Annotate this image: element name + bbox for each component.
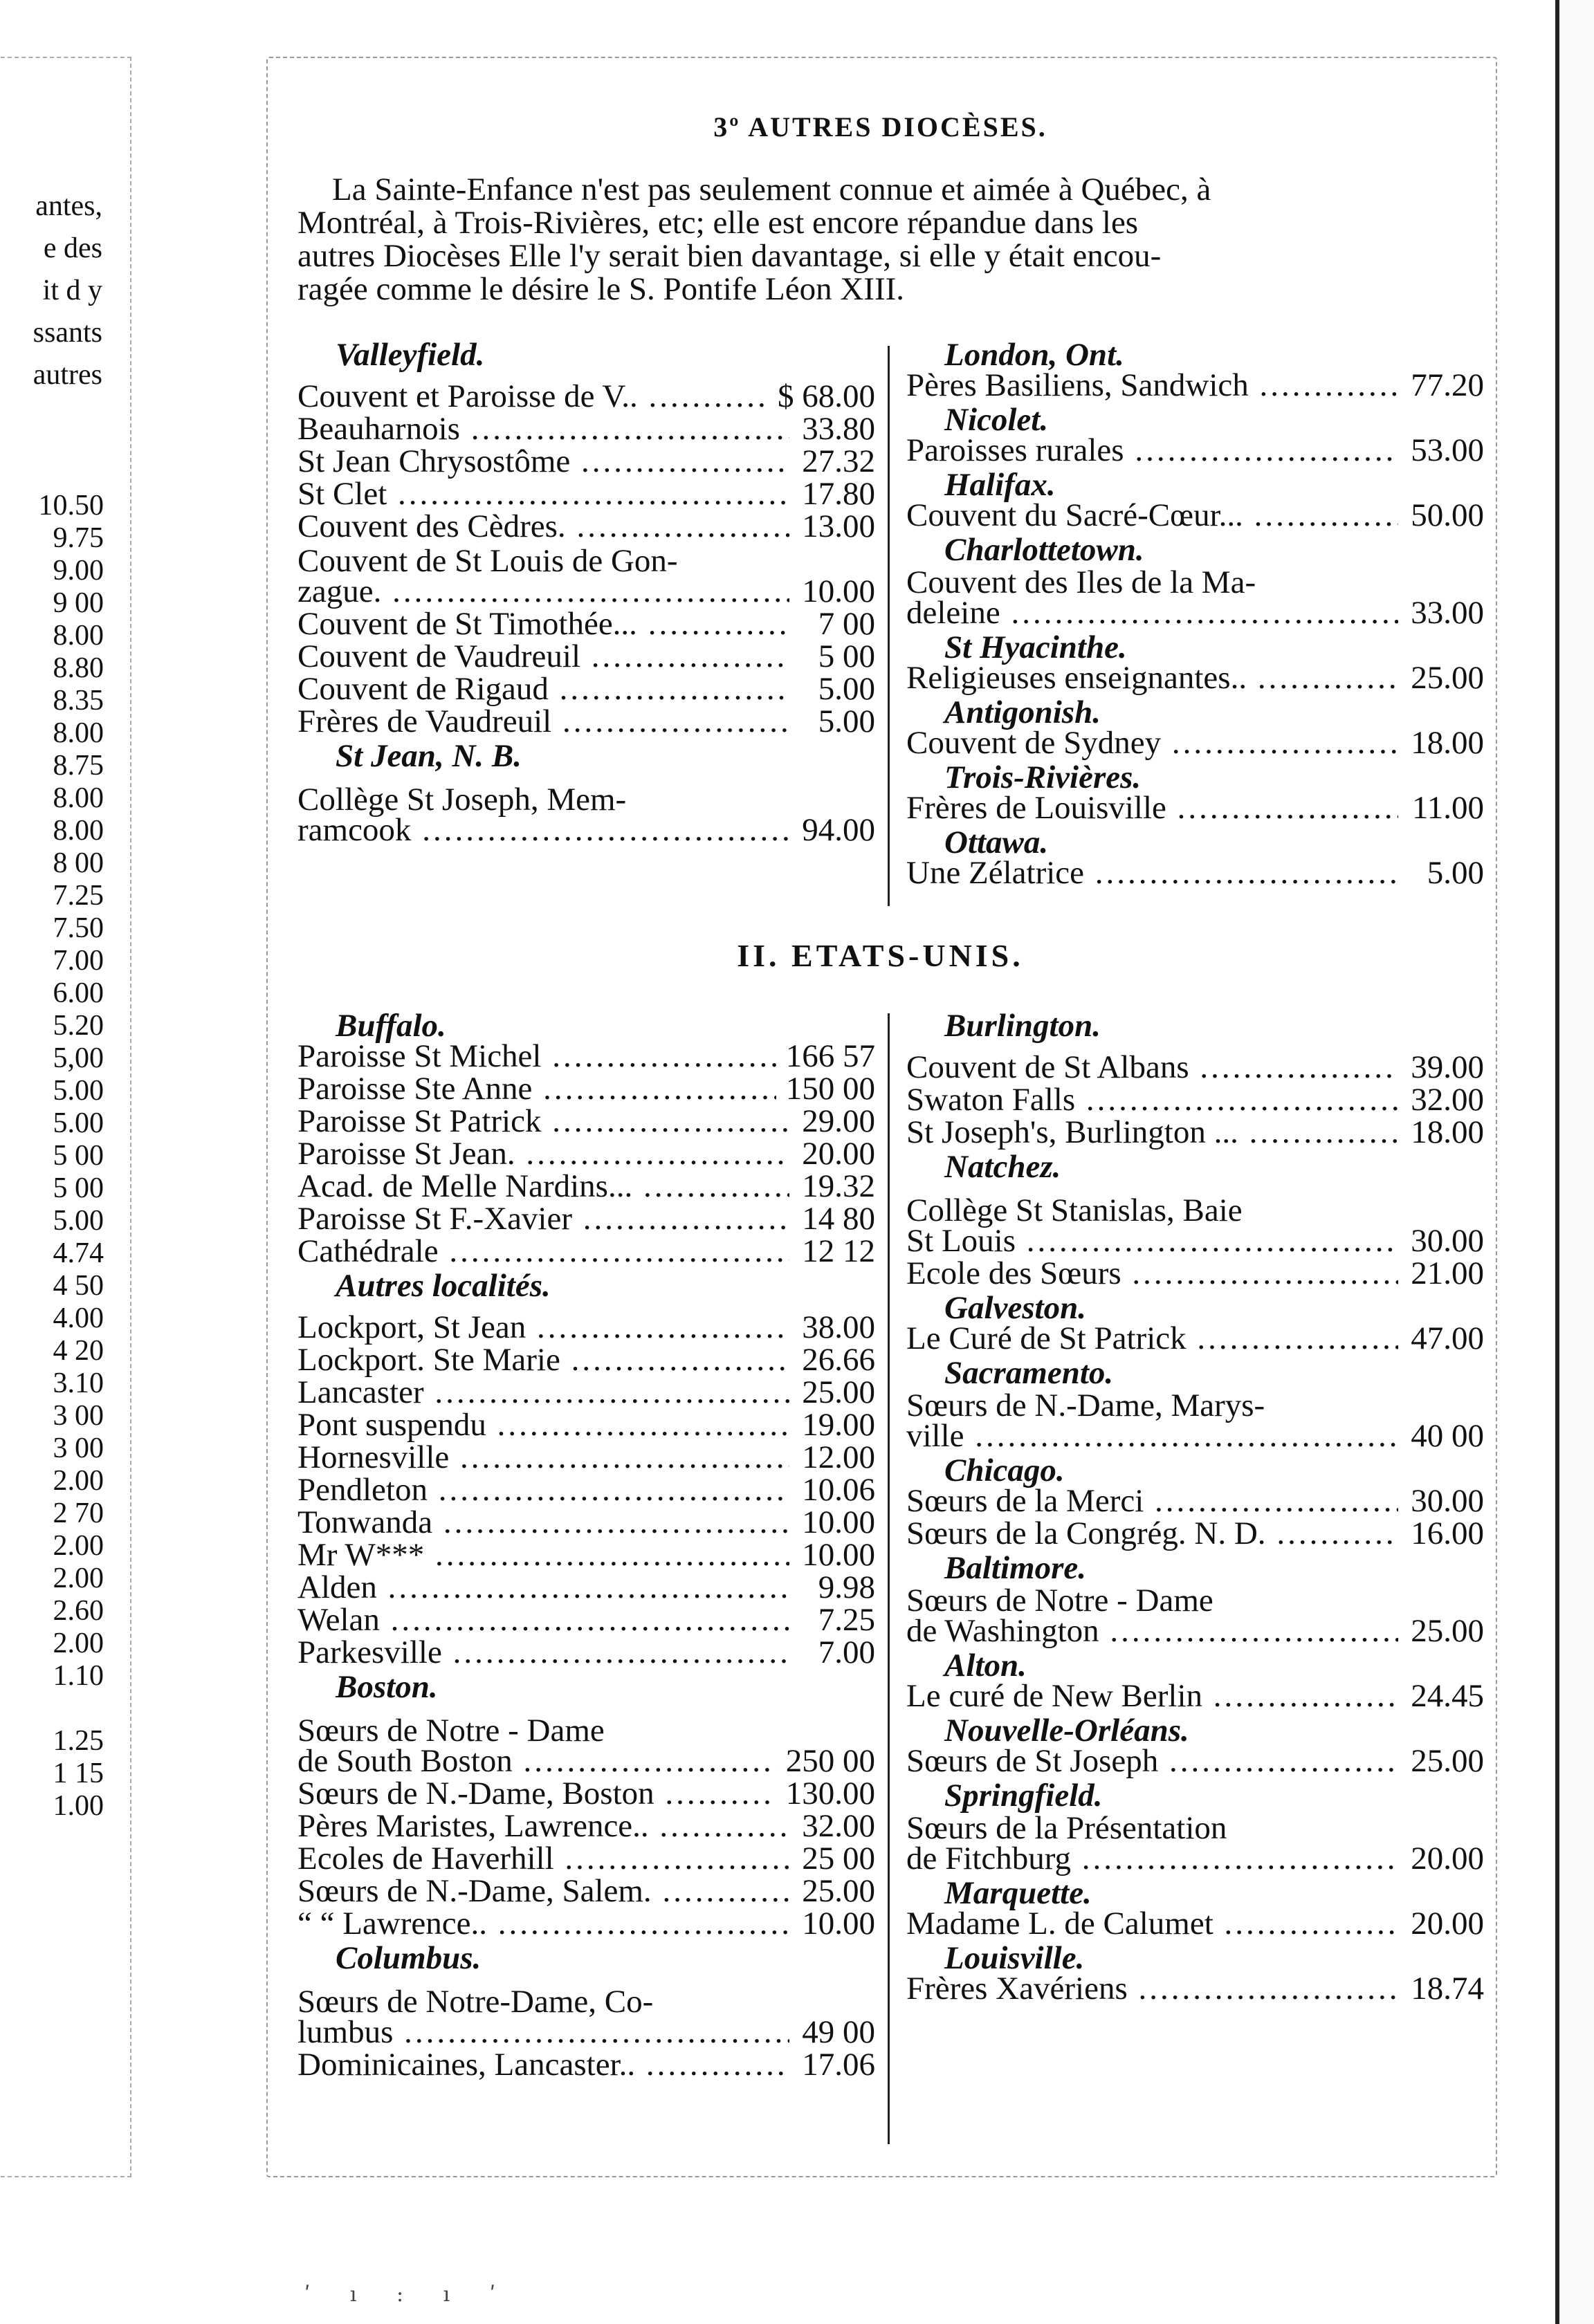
entry-amount: 39.00 [1411, 1049, 1484, 1085]
entry-line: Collège St Stanislas, Baie [906, 1192, 1243, 1228]
entry-name: Couvent et Paroisse de V.. ..... [297, 378, 768, 415]
entry-amount: 130.00 [785, 1776, 875, 1811]
donation-entry [906, 1114, 1484, 1151]
entry-name: Pères Basiliens, Sandwich ..... [906, 367, 1398, 404]
prev-amount: 1.10 [53, 1660, 104, 1692]
donation-entry [297, 703, 875, 740]
prev-amount: 2 70 [53, 1497, 104, 1529]
donation-entry [906, 1906, 1484, 1942]
etats-unis-right-column [906, 1010, 1484, 2007]
prev-word: e des [43, 232, 102, 264]
entry-name: St Louis ..... [906, 1222, 1398, 1260]
prev-word: antes, [35, 190, 102, 222]
donation-entry [297, 812, 875, 849]
entry-amount: 13.00 [802, 508, 875, 544]
entry-amount: 10.00 [802, 1906, 875, 1942]
prev-amount: 7.50 [53, 912, 104, 944]
donation-entry [906, 432, 1484, 469]
donation-entry [906, 367, 1484, 404]
column-divider [888, 1013, 890, 2144]
prev-amount: 5.00 [53, 1205, 104, 1237]
entry-line: Sœurs de la Présentation [906, 1810, 1227, 1846]
entry-amount: 77.20 [1411, 367, 1484, 403]
donation-entry [297, 1634, 875, 1671]
intro-line: Montréal, à Trois-Rivières, etc; elle est encore répandue dans les [297, 205, 1139, 241]
diocese-heading: Autres localités. [336, 1268, 551, 1304]
entry-amount: 20.00 [1411, 1841, 1484, 1876]
prev-amount: 8.35 [53, 685, 104, 717]
entry-name: ramcook ..... [297, 811, 789, 849]
entry-amount: 7.00 [818, 1634, 875, 1670]
entry-amount: 5.00 [1427, 855, 1484, 891]
entry-name: Acad. de Melle Nardins... ..... [297, 1168, 789, 1205]
entry-name: Couvent du Sacré-Cœur... ..... [906, 497, 1398, 534]
entry-name: Cathédrale ..... [297, 1233, 789, 1270]
entry-amount: 25 00 [802, 1841, 875, 1876]
entry-amount: 19.32 [802, 1168, 875, 1204]
entry-name: de South Boston ..... [297, 1742, 776, 1780]
prev-amount: 6.00 [53, 977, 104, 1009]
entry-line: Sœurs de Notre - Dame [906, 1583, 1213, 1618]
entry-amount: 5.00 [818, 703, 875, 739]
entry-name: Paroisse Ste Anne ..... [297, 1070, 776, 1107]
entry-amount: 12.00 [802, 1439, 875, 1475]
entry-name: Paroisse St Patrick ..... [297, 1103, 789, 1140]
entry-name: Sœurs de N.-Dame, Boston ..... [297, 1775, 776, 1812]
entry-amount: 18.74 [1411, 1971, 1484, 2007]
donation-entry [906, 855, 1484, 892]
entry-amount: 166 57 [785, 1038, 875, 1074]
entry-amount: 17.80 [802, 476, 875, 512]
entry-amount: 7 00 [818, 606, 875, 642]
diocese-heading: Sacramento. [944, 1355, 1114, 1391]
donation-entry [906, 1678, 1484, 1715]
donation-entry [906, 595, 1484, 631]
diocese-heading: Antigonish. [944, 694, 1101, 730]
donation-entry [906, 1255, 1484, 1292]
entry-name: Frères de Vaudreuil ..... [297, 703, 789, 740]
prev-amount: 5.20 [53, 1010, 104, 1042]
prev-amount: 3 00 [53, 1432, 104, 1464]
entry-amount: 16.00 [1411, 1515, 1484, 1551]
intro-line: ragée comme le désire le S. Pontife Léon XIII. [297, 271, 905, 307]
prev-amount: 8.00 [53, 815, 104, 847]
entry-name: de Fitchburg ..... [906, 1840, 1398, 1877]
entry-amount: 53.00 [1411, 432, 1484, 468]
entry-name: Religieuses enseignantes.. ..... [906, 659, 1398, 697]
prev-amount: 8 00 [53, 847, 104, 879]
entry-line: Collège St Joseph, Mem- [297, 782, 627, 818]
entry-amount: 5 00 [818, 638, 875, 674]
entry-amount: 25.00 [802, 1873, 875, 1909]
entry-amount: 10.00 [802, 1537, 875, 1573]
diocese-heading: Buffalo. [336, 1008, 446, 1044]
entry-amount: 18.00 [1411, 1114, 1484, 1150]
etats-unis-left-column [297, 1010, 875, 2083]
donation-entry [297, 1233, 875, 1270]
prev-amount: 5,00 [53, 1042, 104, 1074]
entry-amount: 10.06 [802, 1472, 875, 1508]
entry-name: Couvent de St Albans ..... [906, 1049, 1398, 1086]
prev-amount: 8.80 [53, 652, 104, 684]
entry-amount: 47.00 [1411, 1320, 1484, 1356]
entry-amount: 25.00 [1411, 1613, 1484, 1649]
prev-amount: 1.25 [53, 1725, 104, 1757]
entry-name: Le curé de New Berlin ..... [906, 1677, 1398, 1715]
section-title-etats-unis: II. ETATS-UNIS. [737, 938, 1024, 973]
entry-line: Sœurs de Notre-Dame, Co- [297, 1984, 654, 2020]
entry-amount: 25.00 [1411, 1743, 1484, 1779]
diocese-heading: Nicolet. [944, 402, 1049, 438]
entry-amount: 26.66 [802, 1342, 875, 1378]
entry-name: Parkesville ..... [297, 1634, 789, 1671]
page-footer-marks: ʹ ı : ı ʹ [304, 2282, 513, 2307]
entry-name: Lockport. Ste Marie ..... [297, 1341, 789, 1378]
entry-name: Couvent de St Timothée... ..... [297, 605, 789, 643]
donation-entry [906, 1743, 1484, 1780]
entry-amount: 33.00 [1411, 595, 1484, 631]
diocese-heading: London, Ont. [944, 337, 1124, 373]
entry-name: Sœurs de la Congrég. N. D. ..... [906, 1515, 1398, 1552]
diocese-heading: St Jean, N. B. [336, 738, 522, 774]
prev-word: it d y [42, 275, 102, 306]
entry-name: Une Zélatrice ..... [906, 854, 1398, 892]
entry-line: Sœurs de Notre - Dame [297, 1713, 605, 1749]
entry-name: St Clet ..... [297, 475, 789, 513]
donation-entry [906, 1418, 1484, 1455]
entry-name: Pendleton ..... [297, 1471, 789, 1509]
prev-amount: 4.00 [53, 1302, 104, 1334]
entry-name: Ecoles de Haverhill ..... [297, 1840, 789, 1877]
entry-name: Welan ..... [297, 1601, 789, 1639]
prev-amount: 1.00 [53, 1790, 104, 1822]
entry-amount: 50.00 [1411, 497, 1484, 533]
prev-amount: 2.00 [53, 1465, 104, 1497]
entry-name: Pères Maristes, Lawrence.. ..... [297, 1807, 789, 1845]
entry-amount: 21.00 [1411, 1255, 1484, 1291]
prev-amount: 9.00 [53, 555, 104, 587]
entry-amount: 250 00 [785, 1743, 875, 1779]
prev-word: autres [33, 359, 102, 391]
page-edge [1555, 0, 1594, 2324]
prev-amount: 4 20 [53, 1335, 104, 1367]
entry-name: deleine ..... [906, 594, 1398, 631]
diocese-heading: Baltimore. [944, 1550, 1086, 1586]
prev-amount: 10.50 [38, 490, 104, 522]
entry-amount: 7.25 [818, 1602, 875, 1638]
donation-entry [297, 1906, 875, 1942]
prev-amount: 5.00 [53, 1075, 104, 1107]
entry-amount: 30.00 [1411, 1483, 1484, 1519]
entry-name: Couvent de Sydney ..... [906, 724, 1398, 762]
entry-amount: 18.00 [1411, 725, 1484, 761]
diocese-heading: Nouvelle-Orléans. [944, 1713, 1189, 1749]
diocese-heading: Trois-Rivières. [944, 759, 1142, 795]
entry-amount: 40 00 [1411, 1418, 1484, 1454]
prev-amount: 9.75 [53, 522, 104, 554]
intro-line: autres Diocèses Elle l'y serait bien davantage, si elle y était encou- [297, 238, 1162, 274]
entry-amount: 25.00 [1411, 660, 1484, 696]
prev-amount: 2.00 [53, 1530, 104, 1562]
donation-entry [906, 1841, 1484, 1877]
entry-name: ville ..... [906, 1417, 1398, 1455]
previous-page-words [0, 190, 102, 391]
entry-name: Mr W*** ..... [297, 1536, 789, 1574]
entry-name: Beauharnois ..... [297, 410, 789, 448]
entry-amount: 19.00 [802, 1407, 875, 1443]
entry-name: Paroisses rurales ..... [906, 432, 1398, 469]
entry-name: zague. ..... [297, 573, 789, 610]
prev-word: ssants [33, 317, 102, 349]
entry-line: Sœurs de N.-Dame, Marys- [906, 1387, 1265, 1423]
dioceses-left-column [297, 339, 875, 849]
prev-amount: 4.74 [53, 1237, 104, 1269]
donation-entry [906, 1971, 1484, 2007]
prev-amount: 1 15 [53, 1758, 104, 1789]
entry-name: Dominicaines, Lancaster.. ..... [297, 2046, 789, 2083]
entry-name: Couvent de Vaudreuil ..... [297, 638, 789, 675]
prev-amount: 9 00 [53, 587, 104, 619]
donation-entry [297, 508, 875, 545]
diocese-heading: St Hyacinthe. [944, 629, 1127, 665]
prev-amount: 4 50 [53, 1270, 104, 1302]
entry-name: Frères de Louisville ..... [906, 789, 1398, 827]
entry-name: Paroisse St F.-Xavier ..... [297, 1200, 789, 1237]
diocese-heading: Natchez. [944, 1149, 1061, 1185]
entry-amount: 5.00 [818, 671, 875, 707]
entry-amount: 94.00 [802, 812, 875, 848]
entry-name: Hornesville ..... [297, 1439, 789, 1476]
entry-amount: 25.00 [802, 1374, 875, 1410]
entry-amount: 29.00 [802, 1103, 875, 1139]
donation-entry [906, 790, 1484, 827]
entry-name: Ecole des Sœurs ..... [906, 1255, 1398, 1292]
entry-amount: 14 80 [802, 1201, 875, 1237]
entry-name: Paroisse St Michel ..... [297, 1038, 776, 1075]
previous-page-numbers [0, 490, 104, 1823]
entry-name: St Jean Chrysostôme ..... [297, 443, 789, 480]
prev-amount: 3 00 [53, 1400, 104, 1432]
entry-amount: 24.45 [1411, 1678, 1484, 1714]
entry-amount: 20.00 [802, 1136, 875, 1172]
entry-name: St Joseph's, Burlington ... ..... [906, 1114, 1398, 1151]
prev-amount: 8.00 [53, 782, 104, 814]
entry-amount: 32.00 [1411, 1082, 1484, 1118]
entry-amount: 150 00 [785, 1071, 875, 1107]
donation-entry [906, 725, 1484, 762]
entry-name: “ “ Lawrence.. ..... [297, 1905, 789, 1942]
diocese-heading: Springfield. [944, 1778, 1103, 1814]
diocese-heading: Halifax. [944, 467, 1056, 503]
donation-entry [297, 2047, 875, 2083]
diocese-heading: Alton. [944, 1648, 1027, 1684]
entry-amount: 12 12 [802, 1233, 875, 1269]
diocese-heading: Chicago. [944, 1452, 1065, 1488]
entry-name: de Washington ..... [906, 1612, 1398, 1650]
entry-name: Couvent de Rigaud ..... [297, 670, 789, 708]
donation-entry [906, 660, 1484, 697]
diocese-heading: Valleyfield. [336, 337, 485, 373]
entry-name: Swaton Falls ..... [906, 1081, 1398, 1118]
entry-name: Alden ..... [297, 1569, 789, 1606]
entry-amount: 11.00 [1411, 790, 1484, 826]
entry-amount: 38.00 [802, 1309, 875, 1345]
entry-line: Couvent de St Louis de Gon- [297, 543, 678, 579]
entry-amount: 27.32 [802, 443, 875, 479]
entry-amount: 49 00 [802, 2014, 875, 2050]
diocese-heading: Charlottetown. [944, 532, 1144, 568]
diocese-heading: Marquette. [944, 1875, 1092, 1911]
donation-entry [906, 497, 1484, 534]
prev-amount: 5.00 [53, 1107, 104, 1139]
entry-name: Tonwanda ..... [297, 1504, 789, 1541]
entry-name: Pont suspendu ..... [297, 1406, 789, 1444]
prev-amount: 2.60 [53, 1595, 104, 1627]
entry-amount: 9.98 [818, 1569, 875, 1605]
prev-amount: 8.75 [53, 750, 104, 782]
entry-name: Lockport, St Jean ..... [297, 1309, 789, 1346]
entry-line: Couvent des Iles de la Ma- [906, 564, 1256, 600]
prev-amount: 3.10 [53, 1367, 104, 1399]
entry-amount: 30.00 [1411, 1223, 1484, 1259]
entry-amount: 10.00 [802, 573, 875, 609]
donation-entry [906, 1515, 1484, 1552]
entry-name: Couvent des Cèdres. ..... [297, 508, 789, 545]
section-title-autres-dioceses: 3º AUTRES DIOCÈSES. [713, 111, 1047, 142]
column-divider [888, 346, 890, 906]
diocese-heading: Ottawa. [944, 824, 1049, 860]
intro-line: La Sainte-Enfance n'est pas seulement connue et aimée à Québec, à [332, 172, 1211, 208]
donation-entry [906, 1320, 1484, 1357]
dioceses-right-column [906, 339, 1484, 892]
prev-amount: 7.25 [53, 880, 104, 912]
prev-amount: 8.00 [53, 620, 104, 652]
prev-amount: 2.00 [53, 1562, 104, 1594]
entry-amount: $ 68.00 [778, 378, 875, 414]
diocese-heading: Louisville. [944, 1940, 1085, 1976]
entry-name: Sœurs de St Joseph ..... [906, 1742, 1398, 1780]
diocese-heading: Burlington. [944, 1008, 1101, 1044]
diocese-heading: Boston. [336, 1669, 438, 1705]
prev-amount: 2.00 [53, 1627, 104, 1659]
entry-name: Frères Xavériens ..... [906, 1970, 1398, 2007]
entry-name: lumbus ..... [297, 2013, 789, 2051]
prev-amount: 5 00 [53, 1172, 104, 1204]
diocese-heading: Columbus. [336, 1940, 482, 1976]
entry-amount: 10.00 [802, 1504, 875, 1540]
entry-name: Sœurs de la Merci ..... [906, 1482, 1398, 1520]
entry-amount: 33.80 [802, 411, 875, 447]
prev-amount: 8.00 [53, 717, 104, 749]
entry-amount: 17.06 [802, 2047, 875, 2083]
entry-name: Le Curé de St Patrick ..... [906, 1320, 1398, 1357]
entry-amount: 20.00 [1411, 1906, 1484, 1942]
entry-name: Madame L. de Calumet ..... [906, 1905, 1398, 1942]
diocese-heading: Galveston. [944, 1290, 1086, 1326]
entry-amount: 32.00 [802, 1808, 875, 1844]
entry-name: Lancaster ..... [297, 1374, 789, 1411]
entry-name: Sœurs de N.-Dame, Salem. ..... [297, 1872, 789, 1910]
prev-amount: 7.00 [53, 945, 104, 977]
entry-name: Paroisse St Jean. ..... [297, 1135, 789, 1172]
donation-entry [906, 1613, 1484, 1650]
prev-amount [0, 1693, 104, 1725]
prev-amount: 5 00 [53, 1140, 104, 1172]
intro-paragraph [297, 173, 1482, 306]
